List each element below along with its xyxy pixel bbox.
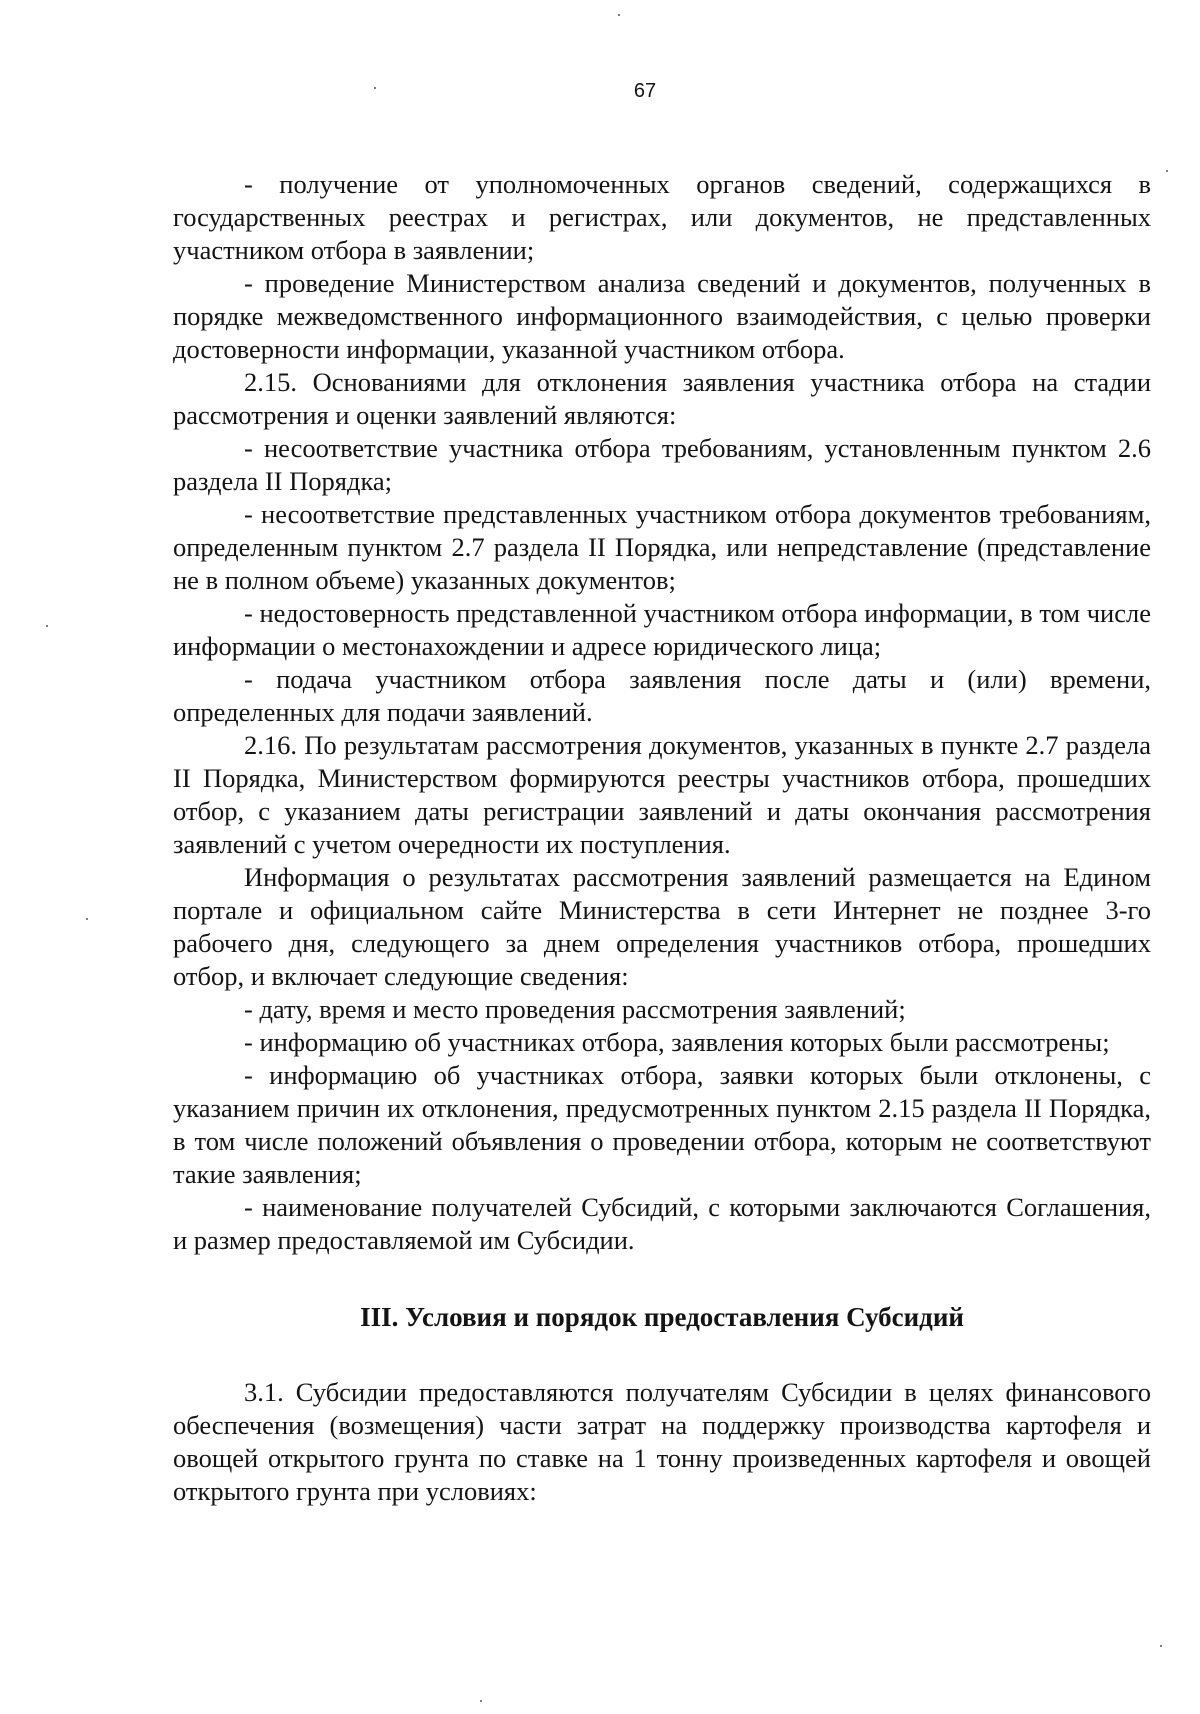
scan-speck	[46, 625, 48, 627]
paragraph: - информацию об участниках отбора, заявления которых были рассмотрены;	[244, 1027, 1110, 1057]
document-body	[173, 168, 1151, 1508]
paragraph: - подача участником отбора заявления после даты и (или) времени, определенных для подачи заявлений.	[173, 664, 1151, 727]
scan-speck	[480, 1700, 482, 1702]
paragraph: - информацию об участниках отбора, заявки которых были отклонены, с указанием причин их отклонения, предусмотренных пунктом 2.15 раздела II Порядка, в том числе положений объявления о проведении отбора, которым не соответствуют такие заявления;	[173, 1060, 1151, 1189]
paragraph: 3.1. Субсидии предоставляются получателям Субсидии в целях финансового обеспечения (возмещения) части затрат на поддержку производства картофеля и овощей открытого грунта по ставке на 1 тонну произведенных картофеля и овощей открытого грунта при условиях:	[173, 1377, 1151, 1506]
scan-speck	[1166, 170, 1168, 172]
paragraph: - дату, время и место проведения рассмотрения заявлений;	[244, 994, 906, 1024]
section-heading: III. Условия и порядок предоставления Субсидий	[360, 1302, 964, 1332]
paragraph: - наименование получателей Субсидий, с которыми заключаются Соглашения, и размер предоставляемой им Субсидии.	[173, 1192, 1151, 1255]
page-number: 67	[633, 80, 657, 102]
scan-speck	[86, 918, 88, 920]
scan-speck	[374, 87, 376, 89]
paragraph: - несоответствие участника отбора требованиям, установленным пунктом 2.6 раздела II Порядка;	[173, 433, 1151, 496]
paragraph: - несоответствие представленных участником отбора документов требованиям, определенным пунктом 2.7 раздела II Порядка, или непредставление (представление не в полном объеме) указанных документов;	[173, 499, 1151, 595]
scan-speck	[1160, 1645, 1162, 1647]
paragraph: - получение от уполномоченных органов сведений, содержащихся в государственных реестрах и регистрах, или документов, не представленных участником отбора в заявлении;	[173, 169, 1151, 265]
paragraph: 2.15. Основаниями для отклонения заявления участника отбора на стадии рассмотрения и оценки заявлений являются:	[173, 367, 1151, 430]
paragraph: Информация о результатах рассмотрения заявлений размещается на Едином портале и официальном сайте Министерства в сети Интернет не позднее 3-го рабочего дня, следующего за днем определения участников отбора, прошедших отбор, и включает следующие сведения:	[173, 862, 1151, 991]
scan-speck	[618, 14, 620, 16]
paragraph: 2.16. По результатам рассмотрения документов, указанных в пункте 2.7 раздела II Порядка, Министерством формируются реестры участников отбора, прошедших отбор, с указанием даты регистрации заявлений и даты окончания рассмотрения заявлений с учетом очередности их поступления.	[173, 730, 1151, 859]
paragraph: - недостоверность представленной участником отбора информации, в том числе информации о местонахождении и адресе юридического лица;	[173, 598, 1151, 661]
paragraph: - проведение Министерством анализа сведений и документов, полученных в порядке межведомственного информационного взаимодействия, с целью проверки достоверности информации, указанной участником отбора.	[173, 268, 1151, 364]
